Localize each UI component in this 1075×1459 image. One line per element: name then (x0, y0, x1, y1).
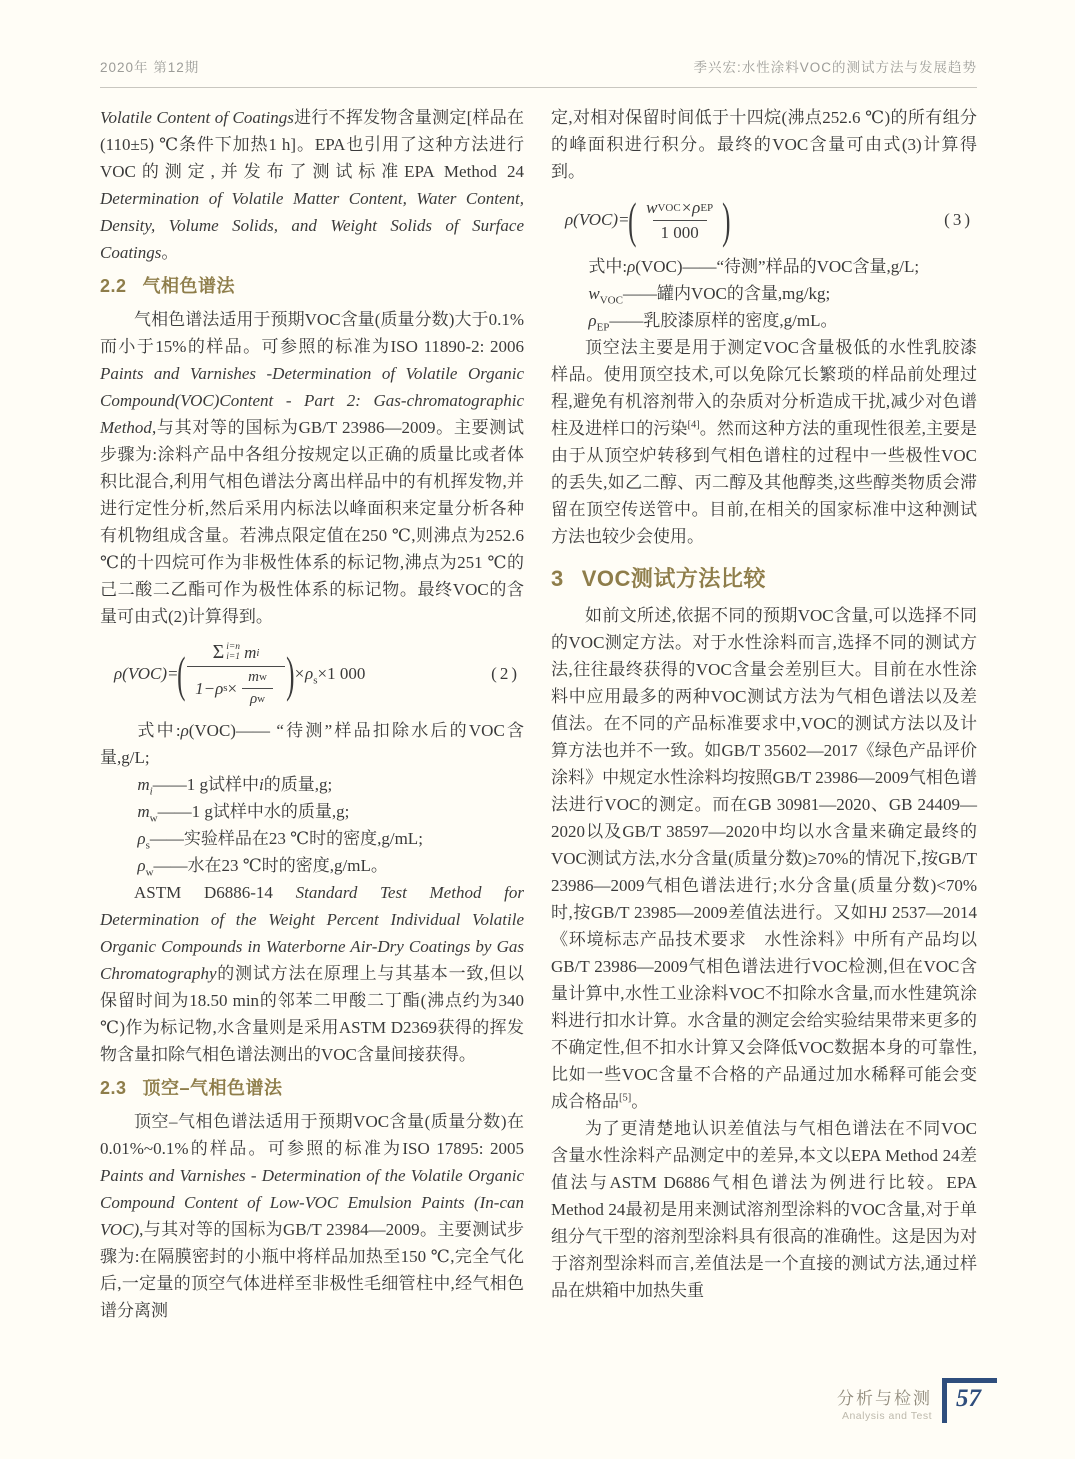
paragraph: 如前文所述,依据不同的预期VOC含量,可以选择不同的VOC测定方法。对于水性涂料而言,选择不同的测试方法,往往最终获得的VOC含量会差别巨大。目前在水性涂料中应用最多的两种VOC测试方法为气相色谱法以及差值法。在不同的产品标准要求中,VOC的测试方法以及计算方法也并不一致。如GB/T 35602—2017《绿色产品评价 涂料》中规定水性涂料均按照GB/T 23986—2009气相色谱法进行VOC的测定。而在GB 30981—2020、GB 24409—2020以及GB/T 38597—2020中均以水含量来确定最终的VOC测试方法,水分含量(质量分数)≥70%的情况下,按GB/T 23986—2009气相色谱法进行;水分含量(质量分数)<70%时,按GB/T 23985—2009差值法进行。又如HJ 2537—2014《环境标志产品技术要求 水性涂料》中所有产品均以GB/T 23986—2009气相色谱法进行VOC检测,但在VOC含量计算中,水性工业涂料VOC不扣除水含量,而水性建筑涂料进行扣水计算。水含量的测定会给实验结果带来更多的不确定性,但不扣水计算又会降低VOC数据本身的可靠性,比如一些VOC含量不合格的产品通过加水稀释可能会变成合格品[5]。 (551, 606, 994, 1111)
sigma-symbol: Σ (212, 641, 225, 663)
formula-3-fraction: w VOC ×ρ EP 1 000 (646, 198, 714, 242)
formula-definition: $m_w——1$ g试样中水的质量,g; (137, 801, 350, 824)
formula-definition: $w_{VOC}——$罐内VOC的含量,mg/kg; (588, 284, 831, 307)
formula-3 (565, 192, 977, 248)
header-running-title: 季兴宏:水性涂料VOC的测试方法与发展趋势 (693, 60, 977, 75)
paragraph: 顶空法主要是用于测定VOC含量极低的水性乳胶漆样品。使用顶空技术,可以免除冗长繁琐的样品前处理过程,避免有机溶剂带入的杂质对分析造成干扰,减少对色谱柱及进样口的污染[4]。然而这种方法的重现性很差,主要是由于从顶空炉转移到气相色谱柱的过程中一些极性VOC的丢失,如乙二醇、丙二醇及其他醇类,这些醇类物质会滞留在顶空传送管中。目前,在相关的国家标准中这种测试方法也较少会使用。 (551, 338, 978, 546)
formula-definition: $\rho_s——$实验样品在23 ℃时的密度,g/mL; (137, 828, 423, 851)
page-footer (837, 1378, 997, 1423)
right-column (551, 104, 994, 1304)
paragraph: 定,对相对保留时间低于十四烷(沸点252.6 ℃)的所有组分的峰面积进行积分。最终的VOC含量可由式(3)计算得到。 (551, 108, 977, 181)
left-paren: ( (177, 646, 186, 703)
page-number: 57 (956, 1385, 981, 1412)
paragraph: ASTM D6886-14 Standard Test Method for Determination of the Weight Percent Individual Volatile Organic Compounds in Waterborne Air-Dry Coatings by Gas Chromatography的测试方法在原理上与其基本一致,但以保留时间为18.50 min的邻苯二甲酸二丁酯(沸点约为340 ℃)作为标记物,水含量则是采用ASTM D2369获得的挥发物含量扣除气相色谱法测出的VOC含量间接获得。 (100, 882, 525, 1064)
section-number: 2.2 (100, 276, 127, 296)
paragraph: 气相色谱法适用于预期VOC含量(质量分数)大于0.1%而小于15%的样品。可参照的标准为ISO 11890-2: 2006 Paints and Varnishes -Determination of Volatile Organic Compound(VOC)Content - Part 2: Gas-chromatographic Method,与其对等的国标为GB/T 23986—2009。主要测试步骤为:涂料产品中各组分按规定以正确的质量比或者体积比混合,利用气相色谱法分离出样品中的有机挥发物,并进行定性分析,然后采用内标法以峰面积来定量分析各种有机物组成含量。若沸点限定值在250 ℃,则沸点为252.6 ℃的十四烷可作为非极性体系的标记物,沸点为251 ℃的己二酸二乙酯可作为极性体系的标记物。最终VOC的含量可由式(2)计算得到。 (100, 310, 524, 626)
paragraph: 顶空–气相色谱法适用于预期VOC含量(质量分数)在0.01%~0.1%的样品。可参照的标准为ISO 17895: 2005 Paints and Varnishes - Determination of the Volatile Organic Compound Content of Low-VOC Emulsion Paints (In-can VOC),与其对等的国标为GB/T 23984—2009。主要测试步骤为:在隔膜密封的小瓶中将样品加热至150 ℃,完全气化后,一定量的顶空气体进样至非极性毛细管柱中,经气相色谱分离测 (100, 1111, 524, 1320)
formula-2-number: (2) (491, 664, 520, 684)
left-paren: ( (628, 192, 637, 248)
formula-definition: 式中:ρ(VOC)—— “待测”样品扣除水后的VOC含量,g/L; (100, 720, 524, 767)
footer-section-en: Analysis and Test (841, 1410, 932, 1422)
right-paren: ) (722, 192, 731, 248)
section-title: 顶空–气相色谱法 (142, 1077, 283, 1098)
formula-3-number: (3) (944, 209, 973, 229)
section-title: VOC测试方法比较 (581, 566, 766, 591)
section-number: 3 (551, 566, 564, 591)
formula-2 (114, 640, 524, 709)
formula-definition: 式中:ρ(VOC)——“待测”样品的VOC含量,g/L; (588, 257, 920, 276)
formula-definition: $m_i——1$ g试样中i的质量,g; (137, 774, 333, 797)
paragraph: 为了更清楚地认识差值法与气相色谱法在不同VOC含量水性涂料产品测定中的差异,本文以EPA Method 24差值法与ASTM D6886气相色谱法为例进行比较。EPA Method 24最初是用来测试溶剂型涂料的VOC含量,对于单组分气干型的溶剂型涂料具有很高的准确性。这是因为对于溶剂型涂料而言,差值法是一个直接的测试方法,通过样品在烘箱中加热失重 (551, 1119, 977, 1300)
formula-definition: $\rho_{EP}——$乳胶漆原样的密度,g/mL。 (588, 311, 838, 334)
page-number-badge (942, 1378, 997, 1423)
footer-section-cn: 分析与检测 (837, 1389, 932, 1408)
footer-section-labels (837, 1384, 932, 1422)
header-issue: 2020年 第12期 (100, 60, 200, 75)
section-number: 2.3 (100, 1077, 127, 1098)
section-heading-3 (551, 565, 977, 592)
formula-2-lhs: ρ(VOC)= (114, 664, 179, 684)
right-paren: ) (286, 646, 295, 703)
left-column (100, 104, 524, 1324)
formula-definition: $\rho_w——$水在23 ℃时的密度,g/mL。 (137, 855, 388, 878)
section-heading-2-3 (100, 1075, 524, 1102)
section-heading-2-2 (100, 273, 524, 300)
sigma-limits: i=n i=1 (226, 641, 241, 662)
paragraph: Volatile Content of Coatings进行不挥发物含量测定[样品在(110±5) ℃条件下加热1 h]。EPA也引用了这种方法进行VOC的测定,并发布了测试标准EPA Method 24 Determination of Volatile Matter Content, Water Content, Density, Volume Solids, and Weight Solids of Surface Coatings。 (100, 108, 524, 262)
formula-2-tail: $\times\rho_s\times 1$ 000 (293, 664, 366, 687)
section-title: 气相色谱法 (142, 276, 236, 296)
inner-fraction: m w ρ w (240, 668, 275, 709)
formula-2-fraction: Σ i=n i=1 m i 1−ρ s × m w ρ w (187, 640, 285, 709)
page-header (100, 56, 977, 88)
formula-3-lhs: ρ(VOC)= (565, 209, 630, 229)
